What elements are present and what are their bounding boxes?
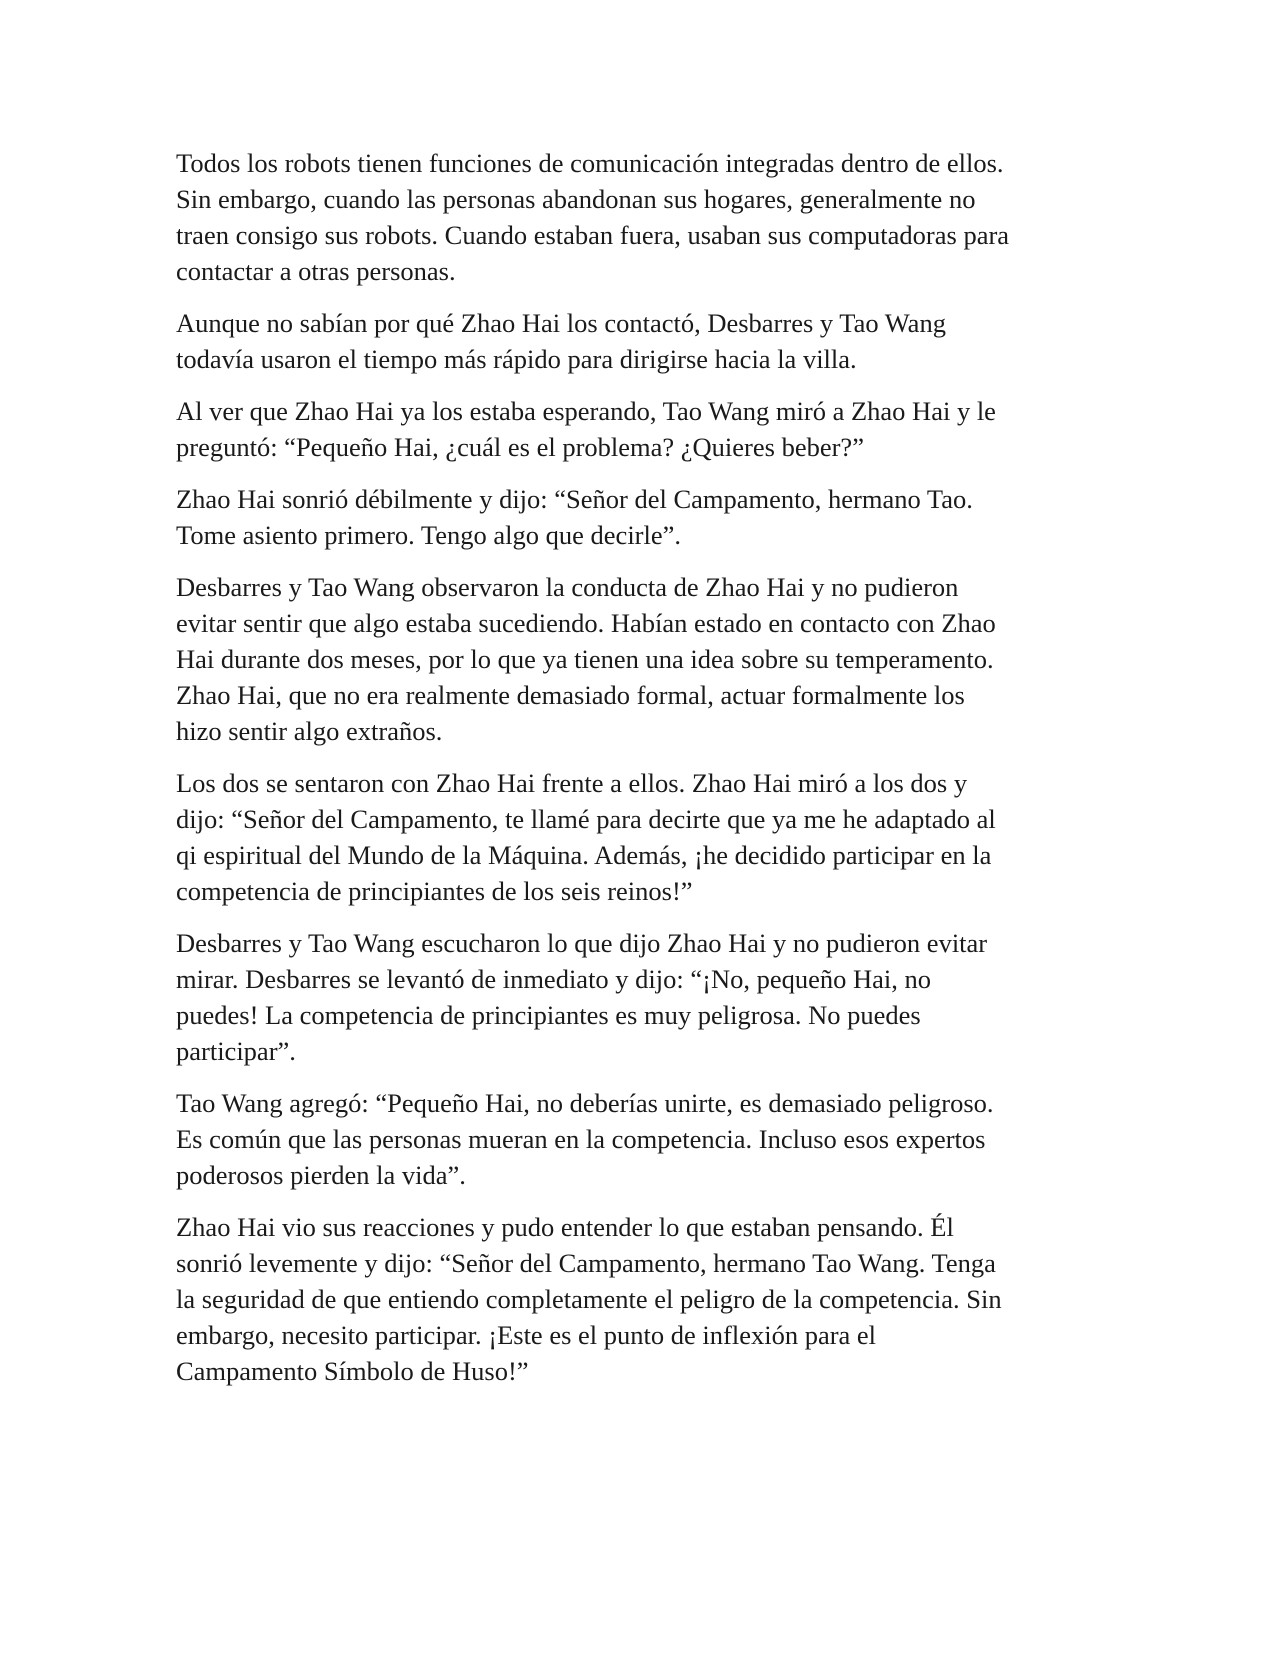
- document-body: [176, 145, 1096, 1405]
- paragraph-4: Zhao Hai sonrió débilmente y dijo: “Señor del Campamento, hermano Tao. Tome asiento primero. Tengo algo que decirle”.: [176, 484, 973, 550]
- paragraph-2: Aunque no sabían por qué Zhao Hai los contactó, Desbarres y Tao Wang todavía usaron el tiempo más rápido para dirigirse hacia la villa.: [176, 308, 946, 374]
- paragraph-3: Al ver que Zhao Hai ya los estaba esperando, Tao Wang miró a Zhao Hai y le preguntó: “Pequeño Hai, ¿cuál es el problema? ¿Quieres beber?”: [176, 396, 996, 462]
- paragraph-1: Todos los robots tienen funciones de comunicación integradas dentro de ellos. Sin embargo, cuando las personas abandonan sus hogares, generalmente no traen consigo sus robots. Cuando estaban fuera, usaban sus computadoras para contactar a otras personas.: [176, 148, 1010, 286]
- paragraph-7: Desbarres y Tao Wang escucharon lo que dijo Zhao Hai y no pudieron evitar mirar. Desbarres se levantó de inmediato y dijo: “¡No, pequeño Hai, no puedes! La competencia de principiantes es muy peligrosa. No puedes participar”.: [176, 928, 988, 1066]
- paragraph-8: Tao Wang agregó: “Pequeño Hai, no deberías unirte, es demasiado peligroso. Es común que las personas mueran en la competencia. Incluso esos expertos poderosos pierden la vida”.: [176, 1088, 994, 1190]
- paragraph-5: Desbarres y Tao Wang observaron la conducta de Zhao Hai y no pudieron evitar sentir que algo estaba sucediendo. Habían estado en contacto con Zhao Hai durante dos meses, por lo que ya tienen una idea sobre su temperamento. Zhao Hai, que no era realmente demasiado formal, actuar formalmente los hizo sentir algo extraños.: [176, 572, 996, 746]
- paragraph-9: Zhao Hai vio sus reacciones y pudo entender lo que estaban pensando. Él sonrió levemente y dijo: “Señor del Campamento, hermano Tao Wang. Tenga la seguridad de que entiendo completamente el peligro de la competencia. Sin embargo, necesito participar. ¡Este es el punto de inflexión para el Campamento Símbolo de Huso!”: [176, 1212, 1002, 1386]
- paragraph-6: Los dos se sentaron con Zhao Hai frente a ellos. Zhao Hai miró a los dos y dijo: “Señor del Campamento, te llamé para decirte que ya me he adaptado al qi espiritual del Mundo de la Máquina. Además, ¡he decidido participar en la competencia de principiantes de los seis reinos!”: [176, 768, 996, 906]
